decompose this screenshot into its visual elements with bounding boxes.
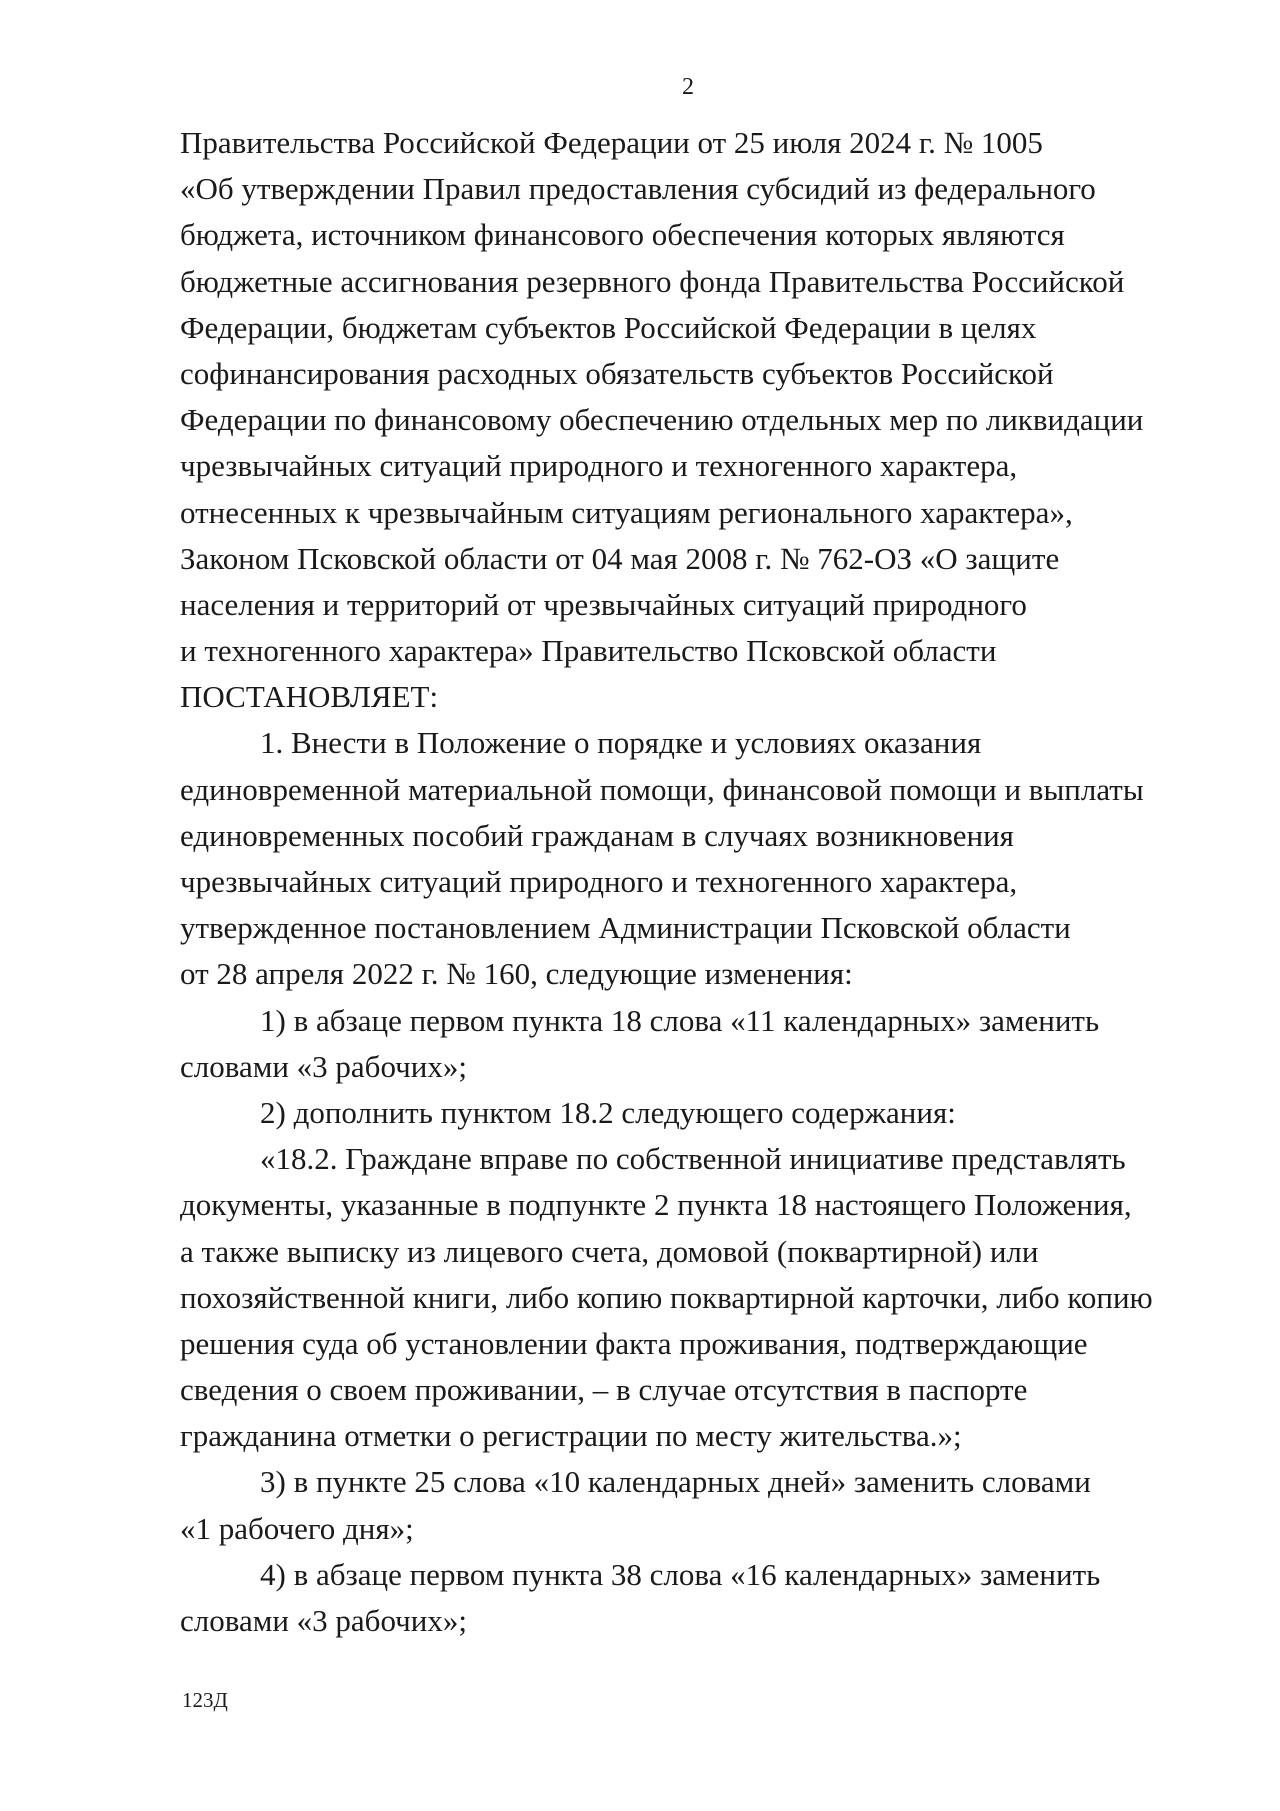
text-line: 1) в абзаце первом пункта 18 слова «11 календарных» заменить: [260, 1002, 1100, 1038]
text-line: единовременной материальной помощи, финансовой помощи и выплаты: [180, 771, 1144, 807]
text-line: населения и территорий от чрезвычайных ситуаций природного: [180, 586, 1027, 622]
text-line: Федерации по финансовому обеспечению отдельных мер по ликвидации: [180, 402, 1144, 438]
text-line: чрезвычайных ситуаций природного и техногенного характера,: [180, 864, 1018, 899]
text-line: «18.2. Граждане вправе по собственной инициативе представлять: [260, 1141, 1126, 1177]
text-line: 1. Внести в Положение о порядке и условиях оказания: [260, 725, 982, 761]
text-line: утвержденное постановлением Администрации Псковской области: [180, 910, 1071, 946]
text-line: сведения о своем проживании, – в случае отсутствия в паспорте: [180, 1372, 1028, 1408]
text-line: документы, указанные в подпункте 2 пункта 18 настоящего Положения,: [180, 1187, 1132, 1223]
text-line: чрезвычайных ситуаций природного и техногенного характера,: [180, 448, 1018, 484]
text-line: «1 рабочего дня»;: [180, 1510, 414, 1546]
text-line: единовременных пособий гражданам в случаях возникновения: [180, 817, 1014, 853]
page-number: 2: [682, 74, 694, 100]
text-line: «Об утверждении Правил предоставления субсидий из федерального: [180, 171, 1096, 207]
footer-code: 123Д: [182, 1688, 228, 1712]
text-line: ПОСТАНОВЛЯЕТ:: [180, 679, 439, 715]
text-line: 2) дополнить пунктом 18.2 следующего содержания:: [260, 1094, 956, 1130]
text-line: Правительства Российской Федерации от 25 июля 2024 г. № 1005: [180, 125, 1043, 160]
text-line: и техногенного характера» Правительство Псковской области: [180, 633, 997, 669]
text-line: Федерации, бюджетам субъектов Российской Федерации в целях: [180, 309, 1037, 345]
text-line: Законом Псковской области от 04 мая 2008 г. № 762-ОЗ «О защите: [180, 540, 1060, 576]
text-line: бюджетные ассигнования резервного фонда Правительства Российской: [180, 263, 1125, 299]
text-line: софинансирования расходных обязательств субъектов Российской: [180, 355, 1054, 391]
text-line: 4) в абзаце первом пункта 38 слова «16 календарных» заменить: [260, 1556, 1101, 1592]
text-line: от 28 апреля 2022 г. № 160, следующие изменения:: [180, 956, 853, 992]
text-line: словами «3 рабочих»;: [180, 1048, 467, 1084]
document-body: [180, 120, 1205, 1644]
text-line: решения суда об установлении факта проживания, подтверждающие: [180, 1325, 1088, 1361]
text-line: бюджета, источником финансового обеспечения которых являются: [180, 217, 1065, 253]
text-line: 3) в пункте 25 слова «10 календарных дней» заменить словами: [260, 1464, 1091, 1500]
text-line: а также выписку из лицевого счета, домовой (поквартирной) или: [180, 1233, 1039, 1269]
text-line: гражданина отметки о регистрации по месту жительства.»;: [180, 1418, 962, 1454]
text-line: словами «3 рабочих»;: [180, 1603, 467, 1638]
text-line: отнесенных к чрезвычайным ситуациям регионального характера»,: [180, 494, 1073, 530]
text-line: похозяйственной книги, либо копию поквартирной карточки, либо копию: [180, 1279, 1153, 1315]
